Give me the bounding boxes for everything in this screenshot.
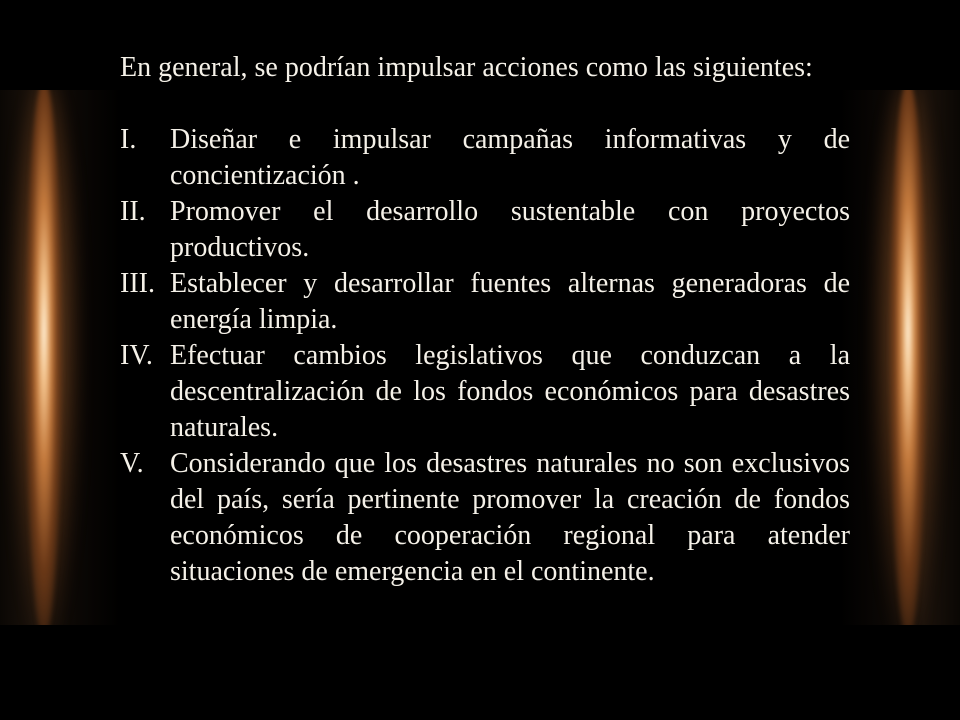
item-text: Promover el desarrollo sustentable con proyectos productivos. xyxy=(170,196,850,263)
list-item xyxy=(120,446,850,590)
left-glow-streak xyxy=(26,90,62,625)
item-numeral: I. xyxy=(120,124,137,155)
intro-paragraph: En general, se podrían impulsar acciones como las siguientes: xyxy=(120,52,813,83)
left-candle-glow-decoration xyxy=(0,90,120,625)
item-numeral: IV. xyxy=(120,340,153,371)
list-item xyxy=(120,266,850,338)
item-numeral: III. xyxy=(120,268,155,299)
list-item xyxy=(120,122,850,194)
item-text: Efectuar cambios legislativos que conduzcan a la descentralización de los fondos económicos para desastres naturales. xyxy=(170,340,850,443)
list-item xyxy=(120,338,850,446)
item-text: Considerando que los desastres naturales no son exclusivos del país, sería pertinente promover la creación de fondos económicos de cooperación regional para atender situaciones de emergencia en el continente. xyxy=(170,448,850,587)
list-item xyxy=(120,194,850,266)
item-numeral: II. xyxy=(120,196,146,227)
item-text: Establecer y desarrollar fuentes alternas generadoras de energía limpia. xyxy=(170,268,850,335)
action-list xyxy=(120,122,850,590)
slide-body xyxy=(120,50,850,590)
right-glow-streak xyxy=(890,90,926,625)
item-text: Diseñar e impulsar campañas informativas y de concientización . xyxy=(170,124,850,191)
item-numeral: V. xyxy=(120,448,144,479)
right-candle-glow-decoration xyxy=(840,90,960,625)
